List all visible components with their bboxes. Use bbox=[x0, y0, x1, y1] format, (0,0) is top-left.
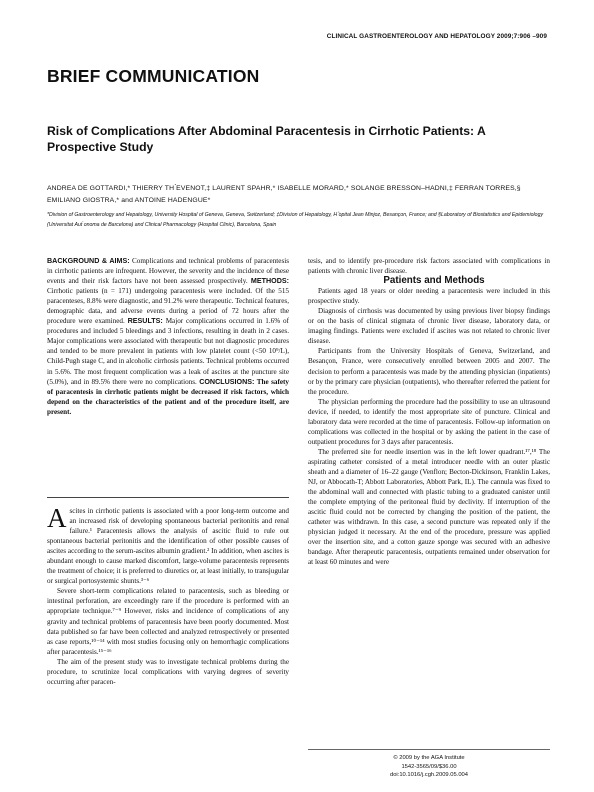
article-title: Risk of Complications After Abdominal Paracentesis in Cirrhotic Patients: A Prospective Study bbox=[47, 124, 486, 154]
doi-line: doi:10.1016/j.cgh.2009.05.004 bbox=[389, 772, 468, 779]
author-list: ANDREA DE GOTTARDI,* THIERRY TH ́EVENOT,‡ LAURENT SPAHR,* ISABELLE MORARD,* SOLANGE BRESSON–HADNI,‡ FERRAN TORRES,§ EMILIANO GIOSTRA,* and ANTOINE HADENGUE* bbox=[47, 185, 521, 204]
copyright-line: © 2009 by the AGA Institute bbox=[393, 755, 465, 761]
intro-paragraph-3: The aim of the present study was to investigate technical problems during the procedure, to scrutinize local complications with varying degrees of severity occurring after paracen- bbox=[47, 657, 289, 686]
abstract-methods: Cirrhotic patients (n = 171) undergoing paracentesis were included. Of the 515 paracenteses, 8.8% were diagnostic, and 91.2% were therapeutic. Technical features, demographic data, and adverse events during a period of 72 hours after the procedure were examined. bbox=[47, 287, 289, 326]
abstract-conclusions: The safety of paracentesis in cirrhotic patients might be decreased if risk factors, which depend on the characteristics of the patient and of the procedure itself, are present. bbox=[47, 377, 289, 416]
introduction bbox=[47, 503, 289, 687]
affiliations: *Division of Gastroenterology and Hepatology, University Hospital of Geneva, Geneva, Switzerland; ‡Division of Hepatology, H ̂opital Jean Minjoz, Besançon, France; and §Laboratory of Biostatistics and Epidemiology (Universitat Aut ̀onoma de Barcelona) and Clinical Pharmacology (Hospital Clinic), Barcelona, Spain bbox=[47, 212, 544, 228]
section-heading: BRIEF COMMUNICATION bbox=[47, 66, 260, 86]
drop-cap: A bbox=[47, 503, 67, 533]
copyright-block bbox=[308, 754, 550, 780]
abstract-results: Major complications occurred in 1.6% of procedures and included 5 bleedings and 3 infections, resulting in death in 2 cases. Major complications were associated with therapeutic but not diagnostic procedures and tended to be more prevalent in patients with low platelet count (<50 10⁹/L), Child-Pugh stage C, and in alcoholic cirrhosis patients. Technical problems occurred in 5.6%. The most frequent complication was a leak of ascites at the puncture site (5.0%), and in 89.5% there were no complications. bbox=[47, 317, 289, 386]
methods-paragraph-2: Diagnosis of cirrhosis was documented by using previous liver biopsy findings or on the basis of clinical stigmata of chronic liver disease, laboratory data, or imaging findings. Patients were excluded if ascites was not related to chronic liver disease. bbox=[308, 307, 550, 346]
abstract-divider bbox=[47, 497, 289, 498]
journal-citation: CLINICAL GASTROENTEROLOGY AND HEPATOLOGY 2009;7:906 –909 bbox=[326, 33, 547, 40]
abstract-background: Complications and technical problems of paracentesis in cirrhotic patients are infrequent. However, the severity and the incidence of these events and their risk factors have not been assessed prospectively. bbox=[47, 257, 289, 286]
abstract-results-label: RESULTS: bbox=[127, 317, 163, 326]
copyright-divider bbox=[308, 749, 550, 750]
intro-paragraph-2: Severe short-term complications related to paracentesis, such as bleeding or intestinal perforation, are exceedingly rare if the procedure is performed with an appropriate technique.⁷⁻⁹ However, risks and incidence of complications of any gravity and technical problems of paracentesis have been poorly documented. Most data published so far have been collected and analyzed retrospectively or presented as case reports,¹⁰⁻¹⁴ with most studies focusing only on hemorrhagic complications after paracentesis.¹⁵⁻¹⁶ bbox=[47, 587, 289, 656]
methods-paragraph-1: Patients aged 18 years or older needing a paracentesis were included in this prospective study. bbox=[308, 287, 550, 306]
methods-paragraph-5: The preferred site for needle insertion was in the left lower quadrant.¹⁷,¹⁸ The aspirating catheter consisted of a metal introducer needle with an outer plastic sheath and a diameter of 16–22 gauge (Venflon; Becton-Dickinson, Franklin Lakes, NJ, or Abbocath-T; Abbott Laboratories, Abbott Park, IL). The cannula was fixed to the abdominal wall and connected with plastic tubing to a graduated canister until the complete emptying of the peritoneal fluid by declivity. If interruption of the ascitic fluid could not be corrected by changing the position of the patient, the catheter was withdrawn. In this case, a second puncture was repeated only if the physician judged it necessary. At the end of the procedure, pressure was applied over the insertion site, and a cotton gauze sponge was secured with an adhesive bandage. After therapeutic paracentesis, outpatients remained under observation for at least 60 minutes and were bbox=[308, 447, 550, 567]
abstract-conclusions-label: CONCLUSIONS: bbox=[199, 377, 255, 386]
continued-paragraph: tesis, and to identify pre-procedure risk factors associated with complications in patients with chronic liver disease. bbox=[308, 257, 550, 276]
abstract bbox=[47, 256, 289, 417]
abstract-methods-label: METHODS: bbox=[250, 277, 289, 286]
right-column bbox=[308, 256, 550, 567]
intro-paragraph-1: scites in cirrhotic patients is associated with a poor long-term outcome and an increased risk of developing spontaneous bacterial peritonitis and renal failure.¹ Paracentesis allows the analysis of ascitic fluid to rule out spontaneous bacterial peritonitis and the identification of other possible causes of ascites according to the serum-ascites albumin gradient.² In addition, when ascites is abundant enough to cause marked discomfort, large-volume paracentesis represents the treatment of choice; it is preferred to diuretics or, at least initially, to transjugular or surgical portosystemic shunts.³⁻⁶ bbox=[47, 507, 289, 586]
issn-price-line: 1542-3565/09/$36.00 bbox=[401, 763, 457, 770]
abstract-background-label: BACKGROUND & AIMS: bbox=[47, 257, 130, 265]
methods-heading: Patients and Methods bbox=[383, 275, 485, 287]
methods-paragraph-3: Participants from the University Hospitals of Geneva, Switzerland, and Besançon, France, were consecutively enrolled between 2005 and 2007. The decision to perform a paracentesis was made by the attending physician (inpatients) or by the primary care physician (outpatients), who thereafter referred the patient for the procedure. bbox=[308, 347, 550, 396]
methods-paragraph-4: The physician performing the procedure had the possibility to use an ultrasound device, if needed, to identify the most appropriate site of puncture. Clinical and laboratory data were recorded at the time of paracentesis. Follow-up information on complications was collected in the hospital or by asking the patient in the case of outpatient procedures for 3 days after paracentesis. bbox=[308, 397, 550, 446]
